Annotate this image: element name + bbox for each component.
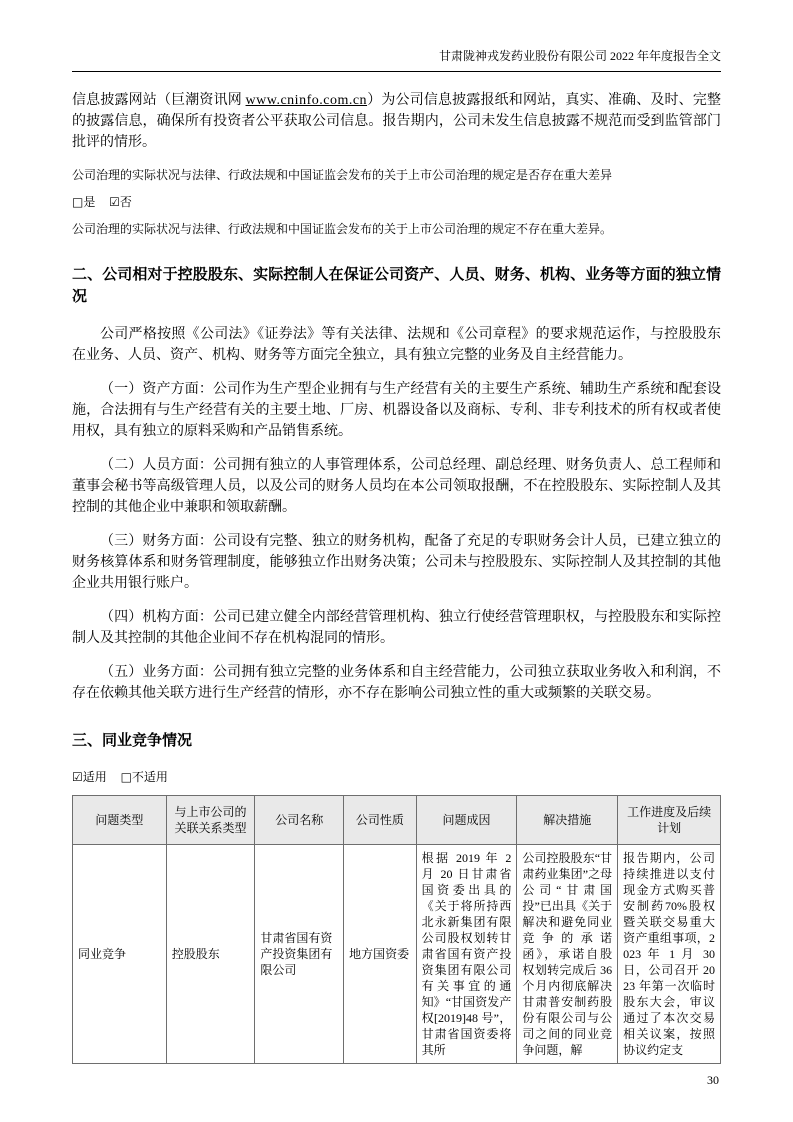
paragraph-business-independence: （五）业务方面：公司拥有独立完整的业务体系和自主经营能力，公司独立获取业务收入和利润，不存在依赖其他关联方进行生产经营的情形，亦不存在影响公司独立性的重大或频繁的关联交易。	[72, 665, 721, 701]
report-title: 甘肃陇神戎发药业股份有限公司 2022 年年度报告全文	[438, 49, 721, 63]
governance-answer: 公司治理的实际状况与法律、行政法规和中国证监会发布的关于上市公司治理的规定不存在重大差异。	[72, 222, 613, 236]
cell-company-nature: 地方国资委	[344, 845, 417, 1064]
header-solution: 解决措施	[517, 796, 618, 845]
cell-issue-type: 同业竞争	[73, 845, 167, 1064]
table-header-row	[73, 796, 721, 845]
cell-company-name: 甘肃省国有资产投资集团有限公司	[255, 845, 344, 1064]
header-issue-type: 问题类型	[73, 796, 167, 845]
paragraph-organization-independence: （四）机构方面：公司已建立健全内部经营管理机构、独立行使经营管理职权，与控股股东和实际控制人及其控制的其他企业间不存在机构混同的情形。	[72, 610, 721, 646]
paragraph-finance-independence: （三）财务方面：公司设有完整、独立的财务机构，配备了充足的专职财务会计人员，已建立独立的财务核算体系和财务管理制度，能够独立作出财务决策；公司未与控股股东、实际控制人及其控制的其他企业共用银行账户。	[72, 534, 721, 591]
governance-options	[72, 193, 721, 211]
paragraph-asset-independence: （一）资产方面：公司作为生产型企业拥有与生产经营有关的主要生产系统、辅助生产系统和配套设施，合法拥有与生产经营有关的主要土地、厂房、机器设备以及商标、专利、非专利技术的所有权或者使用权，具有独立的原料采购和产品销售系统。	[72, 382, 721, 439]
cell-cause: 根据 2019 年 2 月 20 日甘肃省国资委出具的《关于将所持西北永新集团有限公司股权划转甘肃省国有资产投资集团有限公司有关事宜的通知》“甘国资发产权[2019]48 号”，甘肃省国资委将其所	[416, 845, 517, 1064]
checkbox-not-applicable: □不适用	[120, 770, 168, 784]
governance-question: 公司治理的实际状况与法律、行政法规和中国证监会发布的关于上市公司治理的规定是否存在重大差异	[72, 168, 613, 182]
header-company-name: 公司名称	[255, 796, 344, 845]
page-header	[72, 48, 721, 72]
competition-table	[72, 795, 721, 1064]
table-row	[73, 845, 721, 1064]
cell-progress: 报告期内，公司持续推进以支付现金方式购买普安制药70%股权暨关联交易重大资产重组事项，2023 年 1 月 30 日，公司召开 2023 年第一次临时股东大会，审议通过了本次交易相关议案，按照协议约定支	[618, 845, 721, 1064]
cell-relation-type: 控股股东	[166, 845, 255, 1064]
disclosure-text-pre: 信息披露网站（巨潮资讯网	[72, 93, 246, 108]
checkbox-applicable: ☑适用	[72, 770, 107, 784]
applicability-line	[72, 768, 721, 786]
section-3-heading: 三、同业竞争情况	[72, 733, 193, 749]
paragraph-overview: 公司严格按照《公司法》《证券法》等有关法律、法规和《公司章程》的要求规范运作，与控股股东在业务、人员、资产、机构、财务等方面完全独立，具有独立完整的业务及自主经营能力。	[72, 327, 721, 363]
page-number: 30	[707, 1073, 719, 1087]
paragraph-personnel-independence: （二）人员方面：公司拥有独立的人事管理体系，公司总经理、副总经理、财务负责人、总工程师和董事会秘书等高级管理人员，以及公司的财务人员均在本公司领取报酬，不在控股股东、实际控制人及其控制的其他企业中兼职和领取薪酬。	[72, 458, 721, 515]
disclosure-paragraph	[72, 90, 721, 153]
cninfo-link[interactable]: www.cninfo.com.cn	[245, 93, 368, 108]
checkbox-no: ☑否	[109, 195, 132, 209]
cell-solution: 公司控股股东“甘肃药业集团”之母公司“甘肃国投”已出具《关于解决和避免同业竞争的承诺函》，承诺自股权划转完成后 36 个月内彻底解决甘肃普安制药股份有限公司与公司之间的同业竞争问题，解	[517, 845, 618, 1064]
checkbox-yes: □是	[72, 195, 96, 209]
header-cause: 问题成因	[416, 796, 517, 845]
header-company-nature: 公司性质	[344, 796, 417, 845]
header-progress: 工作进度及后续计划	[618, 796, 721, 845]
disclosure-text-post: ）为公司信息披露报纸和网站，真实、准确、及时、完整的披露信息，确保所有投资者公平获取公司信息。报告期内，公司未发生信息披露不规范而受到监管部门批评的情形。	[72, 93, 721, 150]
header-relation-type: 与上市公司的关联关系类型	[166, 796, 255, 845]
section-2-heading: 二、公司相对于控股股东、实际控制人在保证公司资产、人员、财务、机构、业务等方面的独立情况	[72, 267, 721, 305]
